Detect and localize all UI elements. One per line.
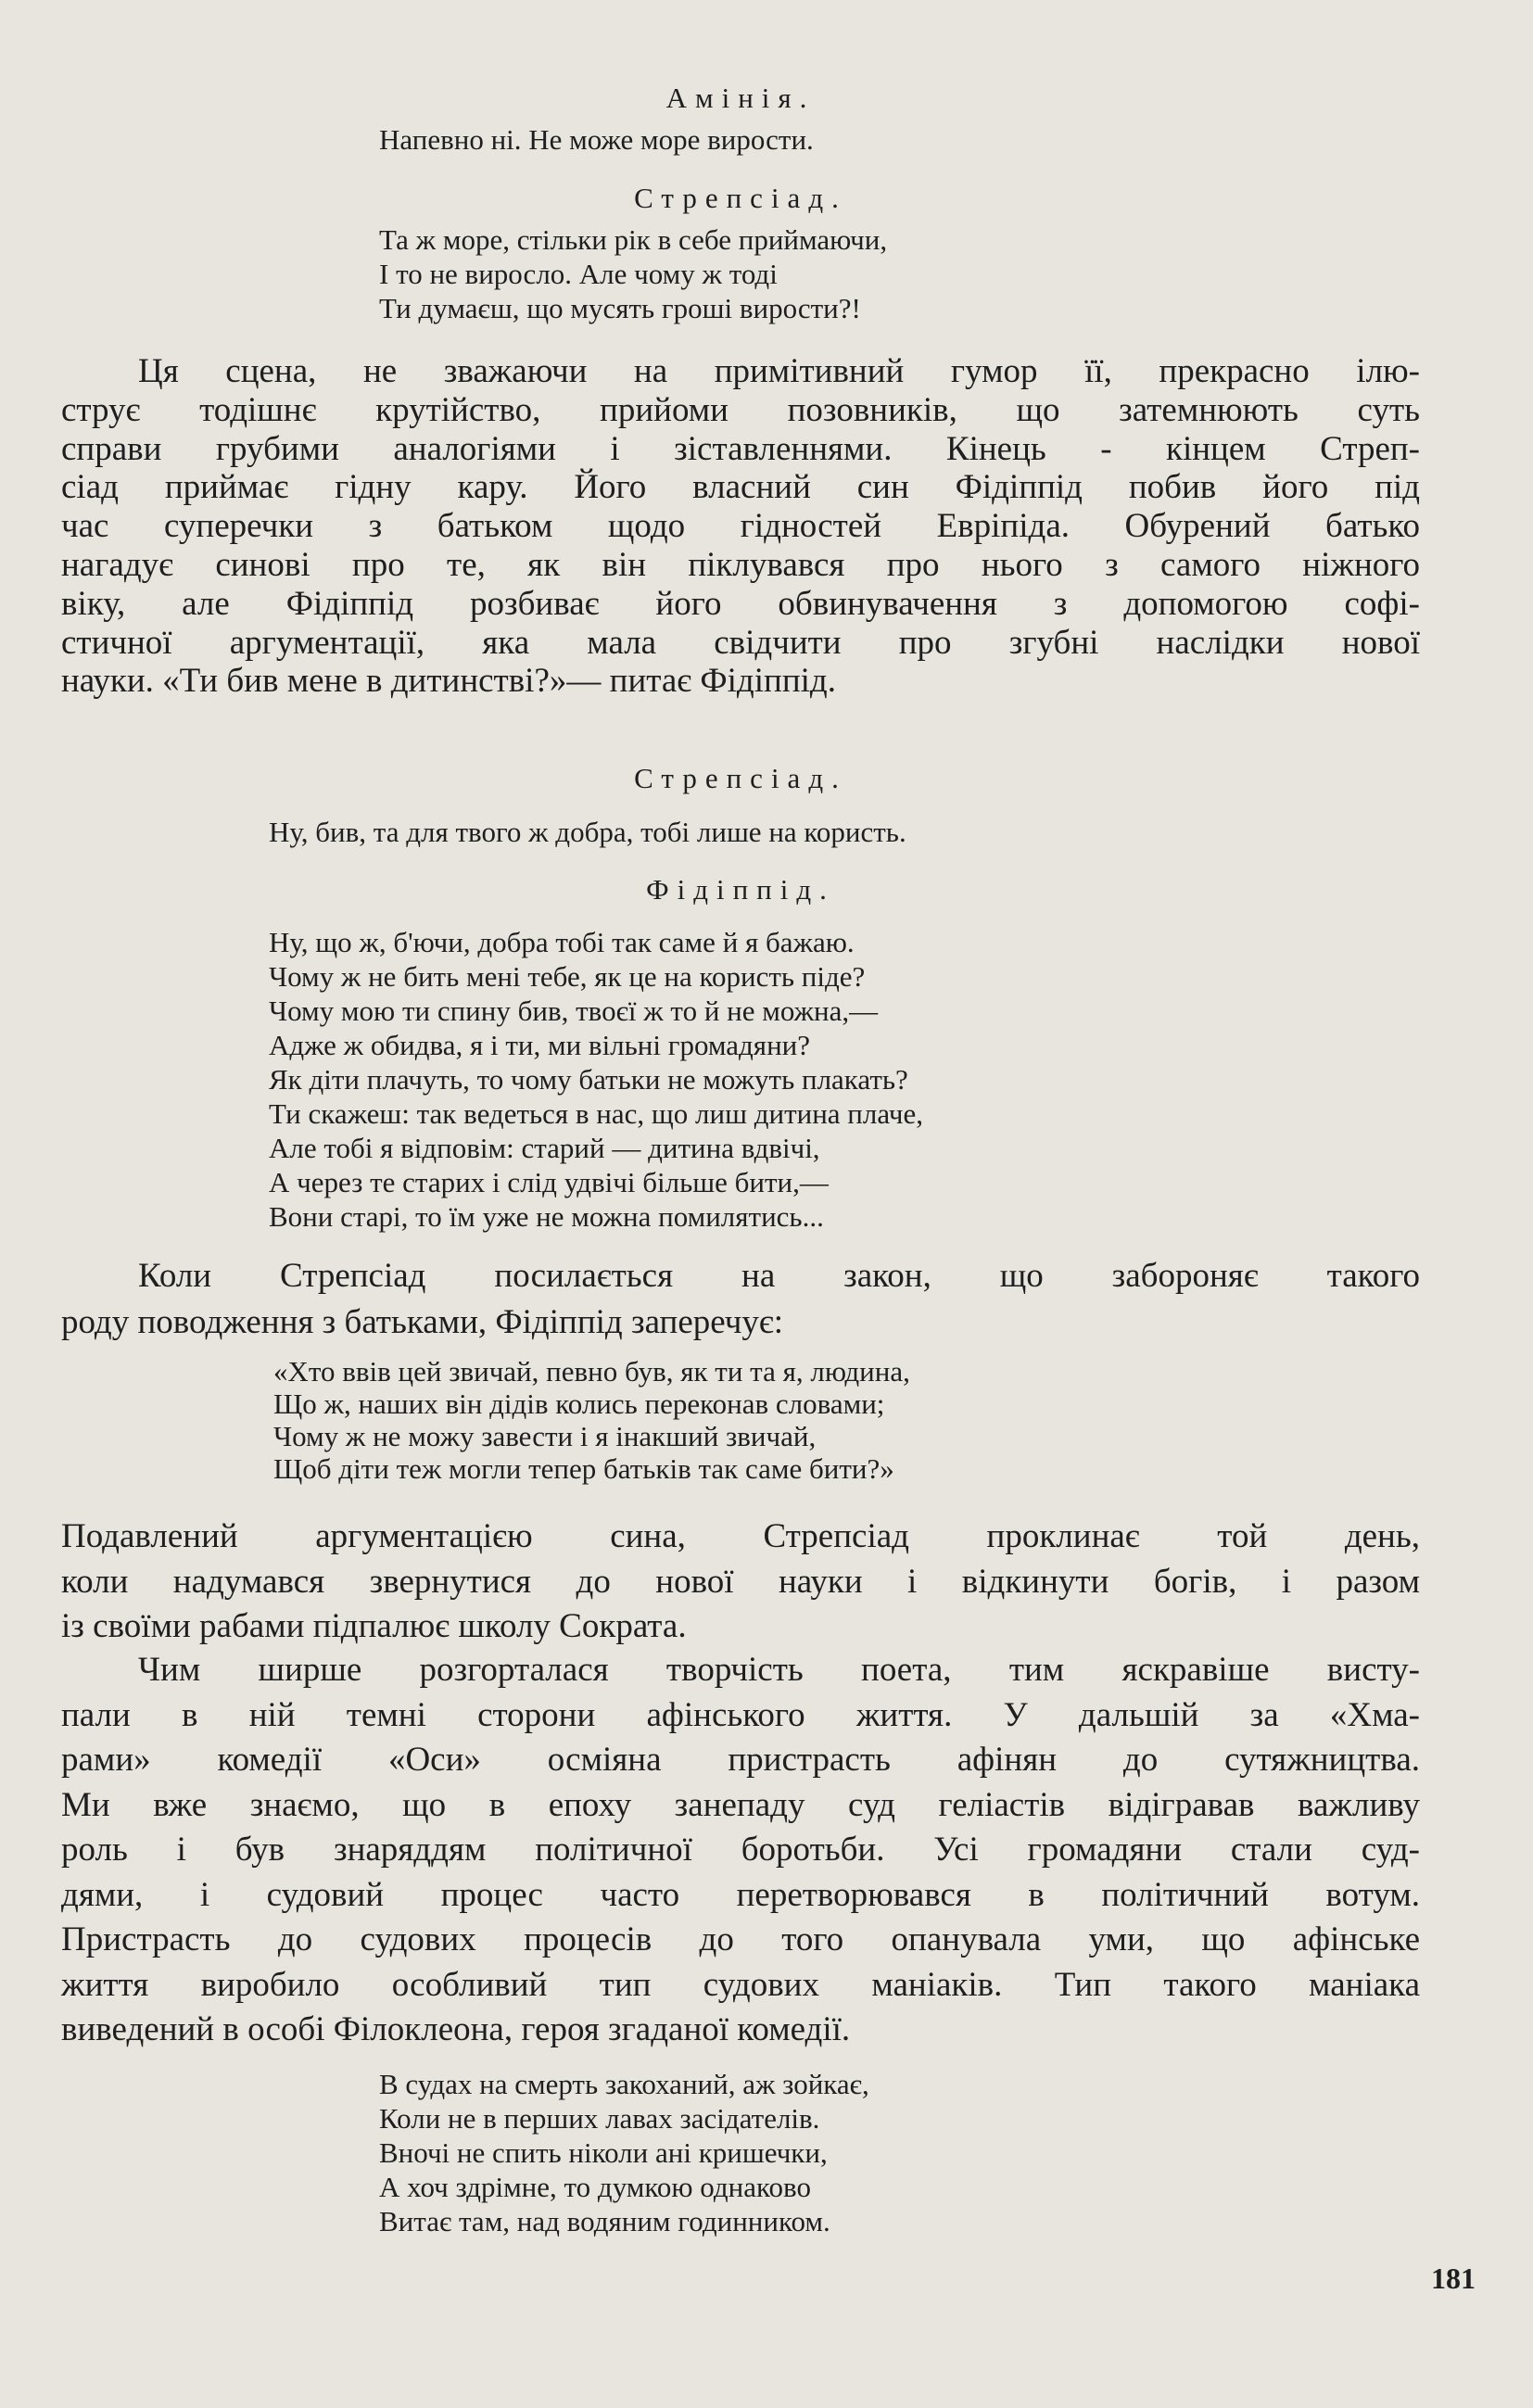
paragraph-line: роль і був знаряддям політичної боротьби. Усі громадяни стали суд-	[61, 1831, 1420, 1869]
verse-line: В судах на смерть закоханий, аж зойкає,	[379, 2068, 869, 2100]
paragraph-line: науки. «Ти бив мене в дитинстві?»— питає Фідіппід.	[61, 662, 836, 701]
verse-line: Вночі не спить ніколи ані кришечки,	[379, 2136, 828, 2169]
speaker-name-strepsiad: Стрепсіад.	[634, 762, 847, 794]
paragraph-line: нагадує синові про те, як він піклувався про нього з самого ніжного	[61, 545, 1420, 584]
paragraph-line: час суперечки з батьком щодо гідностей Евріпіда. Обурений батько	[61, 507, 1420, 546]
verse-line: А через те старих і слід удвічі більше бити,—	[269, 1166, 829, 1198]
paragraph-line: сіад приймає гідну кару. Його власний син Фідіппід побив його під	[61, 468, 1420, 507]
verse-line: «Хто ввів цей звичай, певно був, як ти та я, людина,	[273, 1355, 910, 1388]
verse-line: Ти думаєш, що мусять гроші вирости?!	[379, 292, 861, 324]
paragraph-line: Ця сцена, не зважаючи на примітивний гумор її, прекрасно ілю-	[138, 352, 1420, 390]
page-number: 181	[1431, 2262, 1476, 2295]
verse-line: Ти скажеш: так ведеться в нас, що лиш дитина плаче,	[269, 1097, 923, 1130]
verse-line: Але тобі я відповім: старий — дитина вдвічі,	[269, 1132, 820, 1164]
verse-line: Коли не в перших лавах засідателів.	[379, 2102, 820, 2135]
paragraph-line: дями, і судовий процес часто перетворювався в політичний вотум.	[61, 1875, 1420, 1914]
paragraph-strepsiad-curse	[61, 1515, 1420, 1650]
paragraph-line: віку, але Фідіппід розбиває його обвинувачення з допомогою софі-	[61, 584, 1420, 623]
paragraph-line: Коли Стрепсіад посилається на закон, що забороняє такого	[138, 1257, 1420, 1295]
verse-line: Чому ж не бить мені тебе, як це на користь піде?	[269, 960, 866, 993]
paragraph-wasps	[61, 1648, 1420, 2053]
strepsiad-line: Ну, бив, та для твого ж добра, тобі лише на користь.	[269, 816, 906, 848]
verse-line: Вони старі, то їм уже не можна помилятись...	[269, 1200, 824, 1233]
paragraph-line: виведений в особі Філоклеона, героя згаданої комедії.	[61, 2010, 851, 2048]
verse-line: І то не виросло. Але чому ж тоді	[379, 258, 778, 290]
paragraph-scene-analysis	[61, 352, 1420, 701]
paragraph-line: Пристрасть до судових процесів до того опанувала уми, що афінське	[61, 1920, 1420, 1958]
paragraph-line: рами» комедії «Оси» осміяна пристрасть афінян до сутяжництва.	[61, 1741, 1420, 1779]
verse-line: Витає там, над водяним годинником.	[379, 2205, 830, 2237]
speaker-name-aminiy: Амінія.	[665, 82, 816, 114]
verse-line: Чому ж не можу завести і я інакший звичай,	[273, 1420, 817, 1452]
paragraph-line: із своїми рабами підпалює школу Сократа.	[61, 1607, 687, 1645]
speaker-name-strepsiad: Стрепсіад.	[634, 182, 847, 214]
verse-philocleon	[379, 2067, 869, 2238]
quote-verse	[273, 1355, 910, 1485]
paragraph-line: Чим ширше розгорталася творчість поета, тим яскравіше висту-	[138, 1651, 1420, 1689]
paragraph-line: стичної аргументації, яка мала свідчити про згубні наслідки нової	[61, 623, 1420, 662]
speaker-name-fidippid: Фідіппід.	[646, 873, 835, 906]
verse-line: Щоб діти теж могли тепер батьків так саме бити?»	[273, 1452, 894, 1485]
paragraph-line: роду поводження з батьками, Фідіппід заперечує:	[61, 1303, 784, 1341]
paragraph-line: пали в ній темні сторони афінського життя. У дальшій за «Хма-	[61, 1695, 1420, 1734]
verse-line: Чому мою ти спину бив, твоєї ж то й не можна,—	[269, 995, 879, 1027]
paragraph-line: коли надумався звернутися до нової науки і відкинути богів, і разом	[61, 1562, 1420, 1601]
paragraph-line: Подавлений аргументацією сина, Стрепсіад проклинає той день,	[61, 1517, 1420, 1555]
paragraph-law	[61, 1253, 1420, 1346]
verse-line: Та ж море, стільки рік в себе приймаючи,	[379, 223, 888, 256]
verse-line: Ну, що ж, б'ючи, добра тобі так саме й я бажаю.	[269, 926, 855, 958]
paragraph-line: Ми вже знаємо, що в епоху занепаду суд геліастів відігравав важливу	[61, 1785, 1420, 1824]
verse-fidippid	[269, 925, 923, 1234]
verse-line: Як діти плачуть, то чому батьки не можуть плакать?	[269, 1063, 908, 1096]
verse-strepsiad	[379, 222, 887, 325]
paragraph-line: струє тодішнє крутійство, прийоми позовників, що затемнюють суть	[61, 390, 1420, 429]
paragraph-line: справи грубими аналогіями і зіставленнями. Кінець - кінцем Стреп-	[61, 429, 1420, 468]
verse-line: Що ж, наших він дідів колись переконав словами;	[273, 1388, 885, 1420]
aminiy-line: Напевно ні. Не може море вирости.	[379, 123, 814, 156]
verse-line: А хоч здрімне, то думкою однаково	[379, 2171, 811, 2203]
verse-line: Адже ж обидва, я і ти, ми вільні громадяни?	[269, 1029, 811, 1061]
paragraph-line: життя виробило особливий тип судових маніаків. Тип такого маніака	[61, 1965, 1420, 2004]
